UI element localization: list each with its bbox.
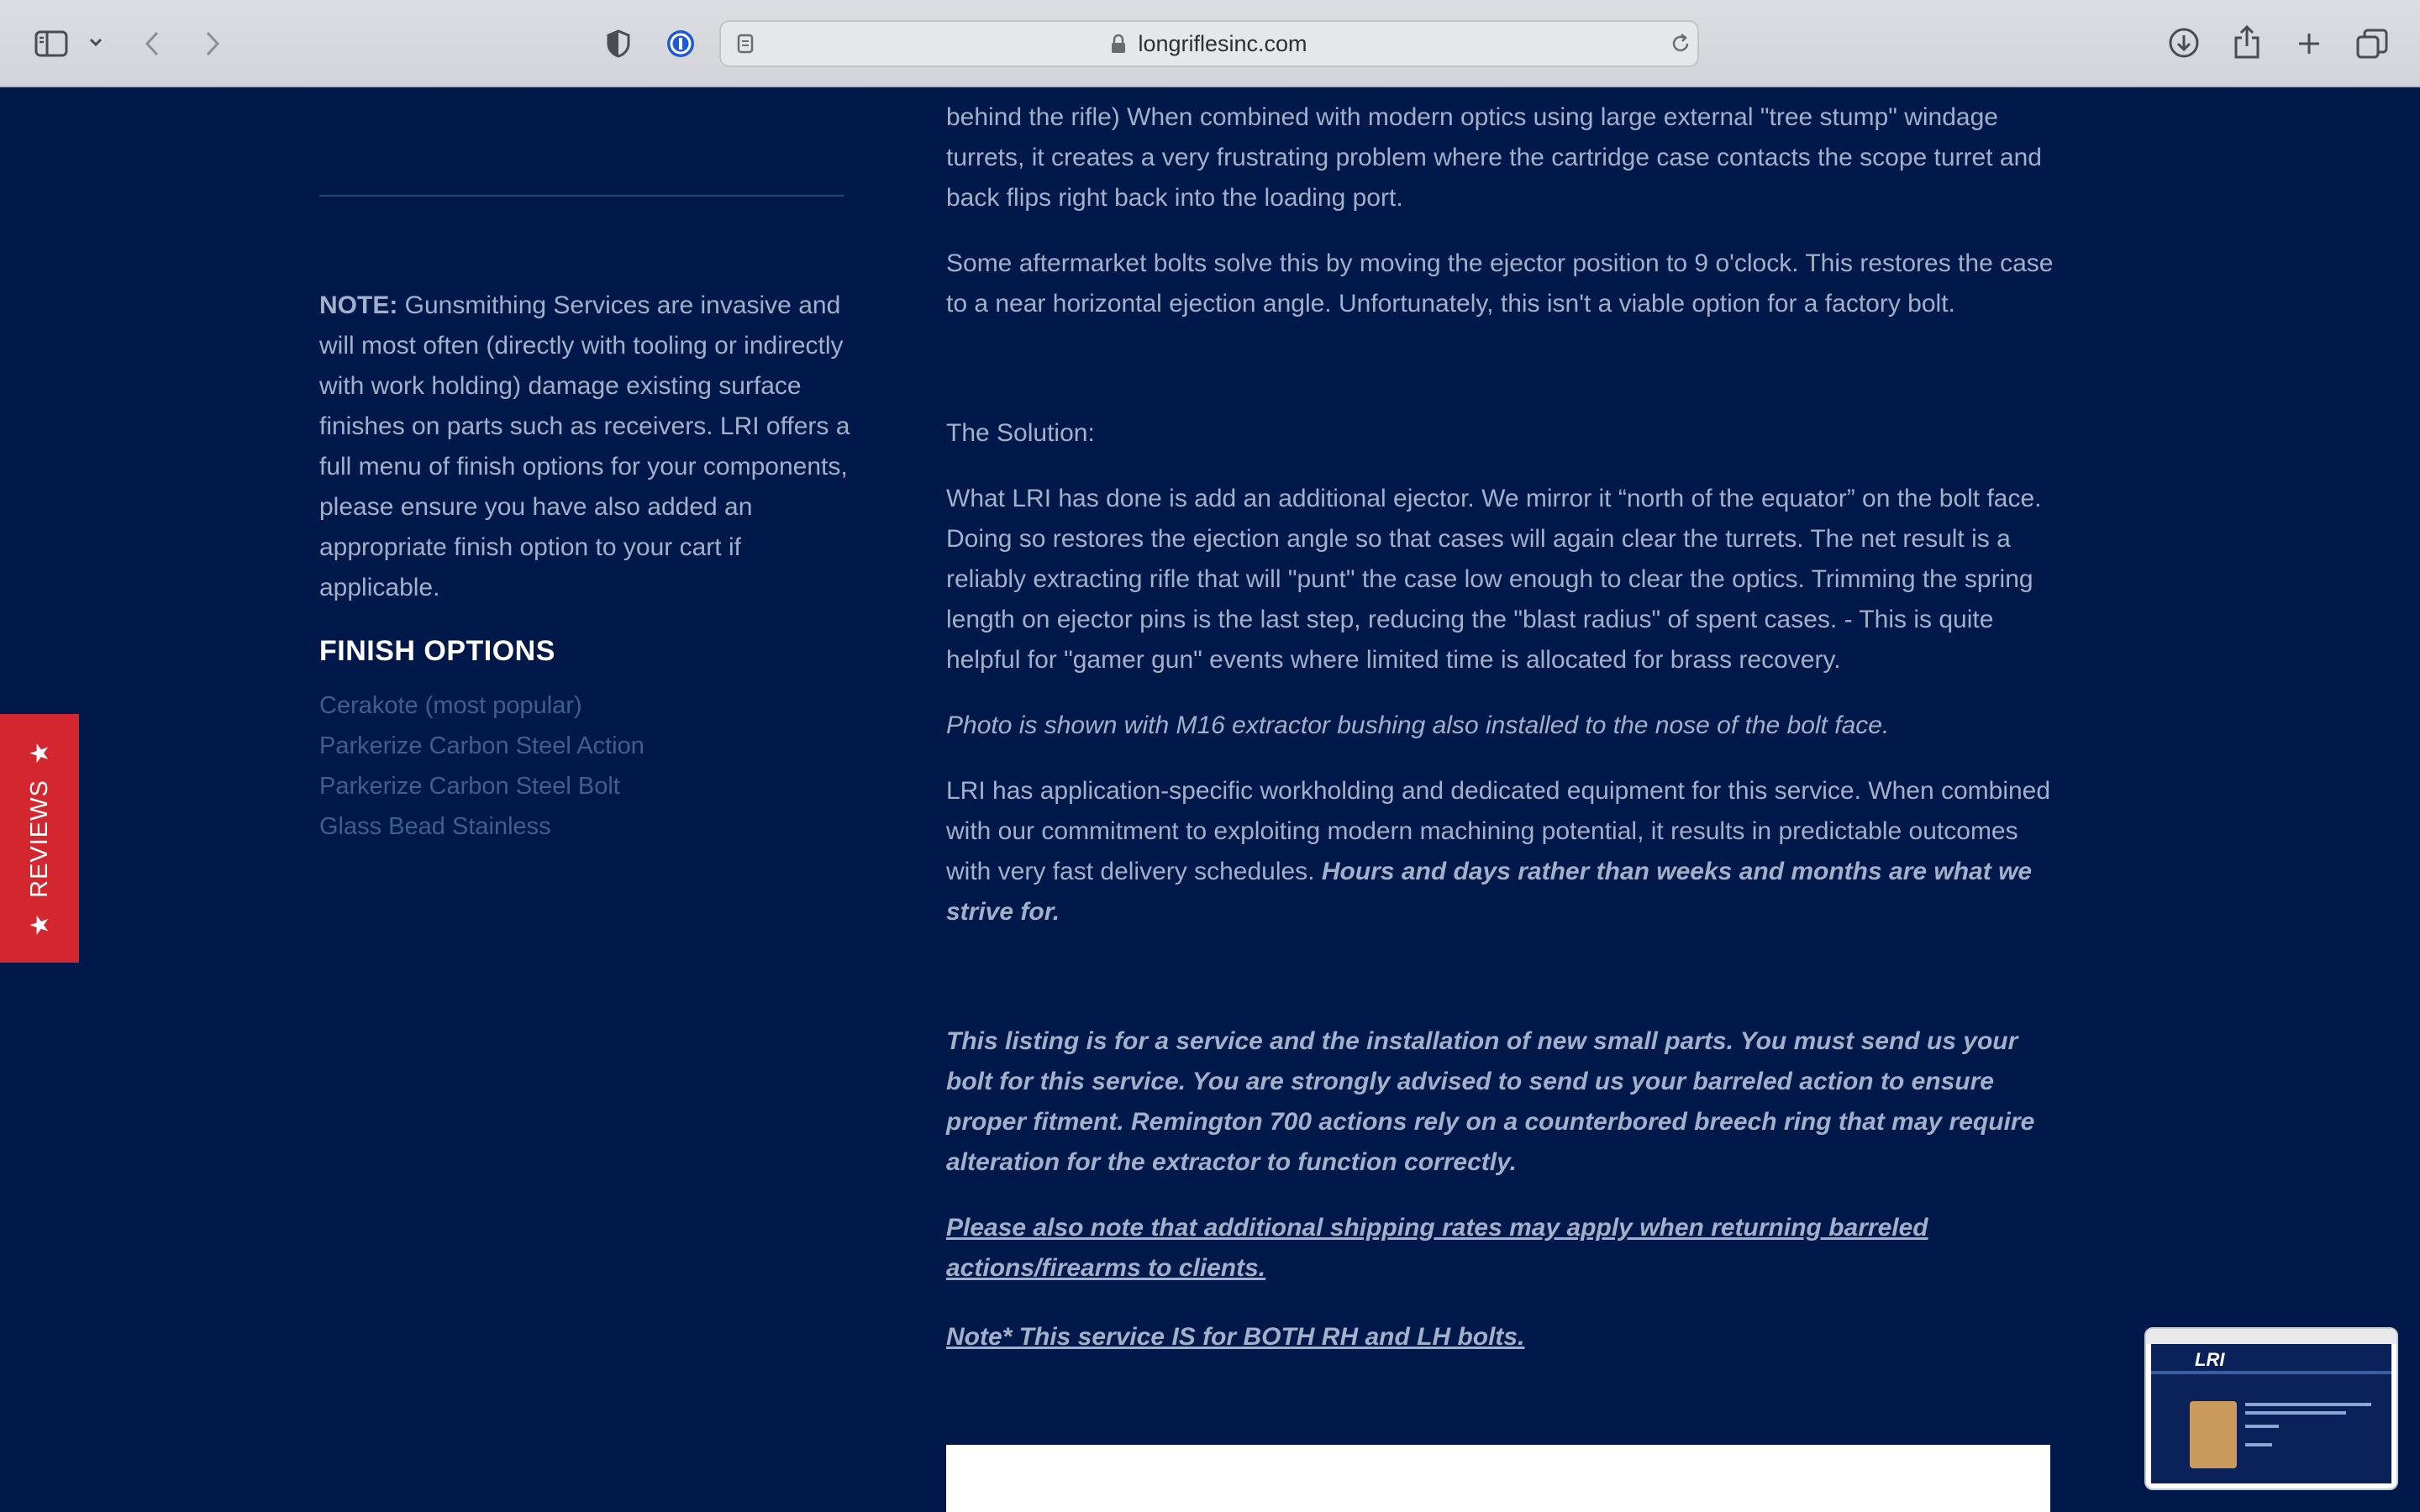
finish-option-link[interactable]: Glass Bead Stainless (319, 813, 551, 840)
thumbnail-text-line (2245, 1443, 2272, 1446)
note-label: NOTE: (319, 291, 398, 319)
shield-half-icon[interactable] (602, 27, 635, 60)
screenshot-thumbnail[interactable] (2144, 1327, 2398, 1490)
star-icon: ★ (25, 740, 54, 764)
download-icon[interactable] (2166, 25, 2202, 60)
thumbnail-page (2151, 1344, 2391, 1483)
address-bar[interactable] (719, 20, 1699, 67)
photo-note: Photo is shown with M16 extractor bushing also installed to the nose of the bolt face. (946, 711, 1890, 739)
thumbnail-logo: LRI (2195, 1349, 2225, 1370)
reload-icon[interactable] (1669, 32, 1692, 55)
lock-icon (1111, 34, 1126, 54)
service-emphasis: Hours and days rather than weeks and months are what we strive for. (946, 858, 2033, 926)
thumbnail-text-line (2245, 1403, 2371, 1406)
thumbnail-text-line (2245, 1425, 2279, 1428)
reviews-label: REVIEWS (25, 779, 53, 898)
finish-option-link[interactable]: Parkerize Carbon Steel Action (319, 732, 644, 759)
sidebar-icon[interactable] (32, 27, 71, 60)
url-display[interactable] (721, 22, 1697, 66)
bolt-note: Note* This service IS for BOTH RH and LH bolts. (946, 1323, 1525, 1351)
url-text: longriflesinc.com (1138, 30, 1307, 56)
description-paragraph: Some aftermarket bolts solve this by moving the ejector position to 9 o'clock. This restores the case to a near horizontal ejection angle. Unfortunately, this isn't a viable option for a factory bolt. (946, 249, 2054, 318)
thumbnail-text-line (2245, 1411, 2346, 1415)
gunsmithing-note (319, 286, 854, 608)
thumbnail-toolbar (2146, 1329, 2396, 1344)
chevron-down-icon[interactable] (86, 32, 106, 52)
description-paragraph (946, 771, 2055, 932)
note-text: Gunsmithing Services are invasive and will most often (directly with tooling or indirectly with work holding) damage existing surface finishes on parts such as receivers. LRI offers a full menu of finish options for your components, please ensure you have also added an appropriate finish option to your cart if applicable. (319, 291, 850, 601)
finish-options-list (319, 685, 644, 847)
description-paragraph: behind the rifle) When combined with modern optics using large external "tree stump" windage turrets, it creates a very frustrating problem where the cartridge case contacts the scope turret and back flips right back into the loading port. (946, 103, 2042, 212)
chevron-right-icon[interactable] (200, 27, 225, 60)
password-manager-icon[interactable] (664, 27, 697, 60)
browser-toolbar (0, 0, 2420, 87)
thumbnail-product-image (2190, 1401, 2237, 1468)
shipping-note: Please also note that additional shipping rates may apply when returning barreled actions/firearms to clients. (946, 1214, 1928, 1282)
finish-option-link[interactable]: Cerakote (most popular) (319, 692, 582, 719)
solution-heading: The Solution: (946, 419, 1095, 447)
share-icon[interactable] (2230, 24, 2264, 60)
plus-icon[interactable] (2292, 27, 2326, 60)
description-paragraph: What LRI has done is add an additional ejector. We mirror it “north of the equator” on the bolt face. Doing so restores the ejection angle so that cases will again clear the turrets. The net result is a reliably extracting rifle that will "punt" the case low enough to clear the optics. Trimming the spring length on ejector pins is the last step, reducing the "blast radius" of spent cases. - This is quite helpful for "gamer gun" events where limited time is allocated for brass recovery. (946, 485, 2042, 674)
chevron-left-icon[interactable] (139, 27, 165, 60)
star-icon: ★ (25, 912, 54, 937)
reviews-tab[interactable] (0, 714, 79, 963)
sidebar-divider (319, 195, 844, 197)
content-panel (946, 1445, 2050, 1512)
service-text: LRI has application-specific workholding and dedicated equipment for this service. When combined with our commitment to exploiting modern machining potential, it results in predictable outcomes with very fast delivery schedules. (946, 777, 2051, 885)
finish-option-link[interactable]: Parkerize Carbon Steel Bolt (319, 773, 620, 800)
thumbnail-nav-bar (2151, 1371, 2391, 1374)
tab-overview-icon[interactable] (2354, 27, 2390, 60)
listing-note: This listing is for a service and the installation of new small parts. You must send us your bolt for this service. You are strongly advised to send us your barreled action to ensure proper fitment. Remington 700 actions rely on a counterbored breech ring that may require alteration for the extractor to function correctly. (946, 1027, 2035, 1176)
finish-options-heading: FINISH OPTIONS (319, 635, 555, 667)
